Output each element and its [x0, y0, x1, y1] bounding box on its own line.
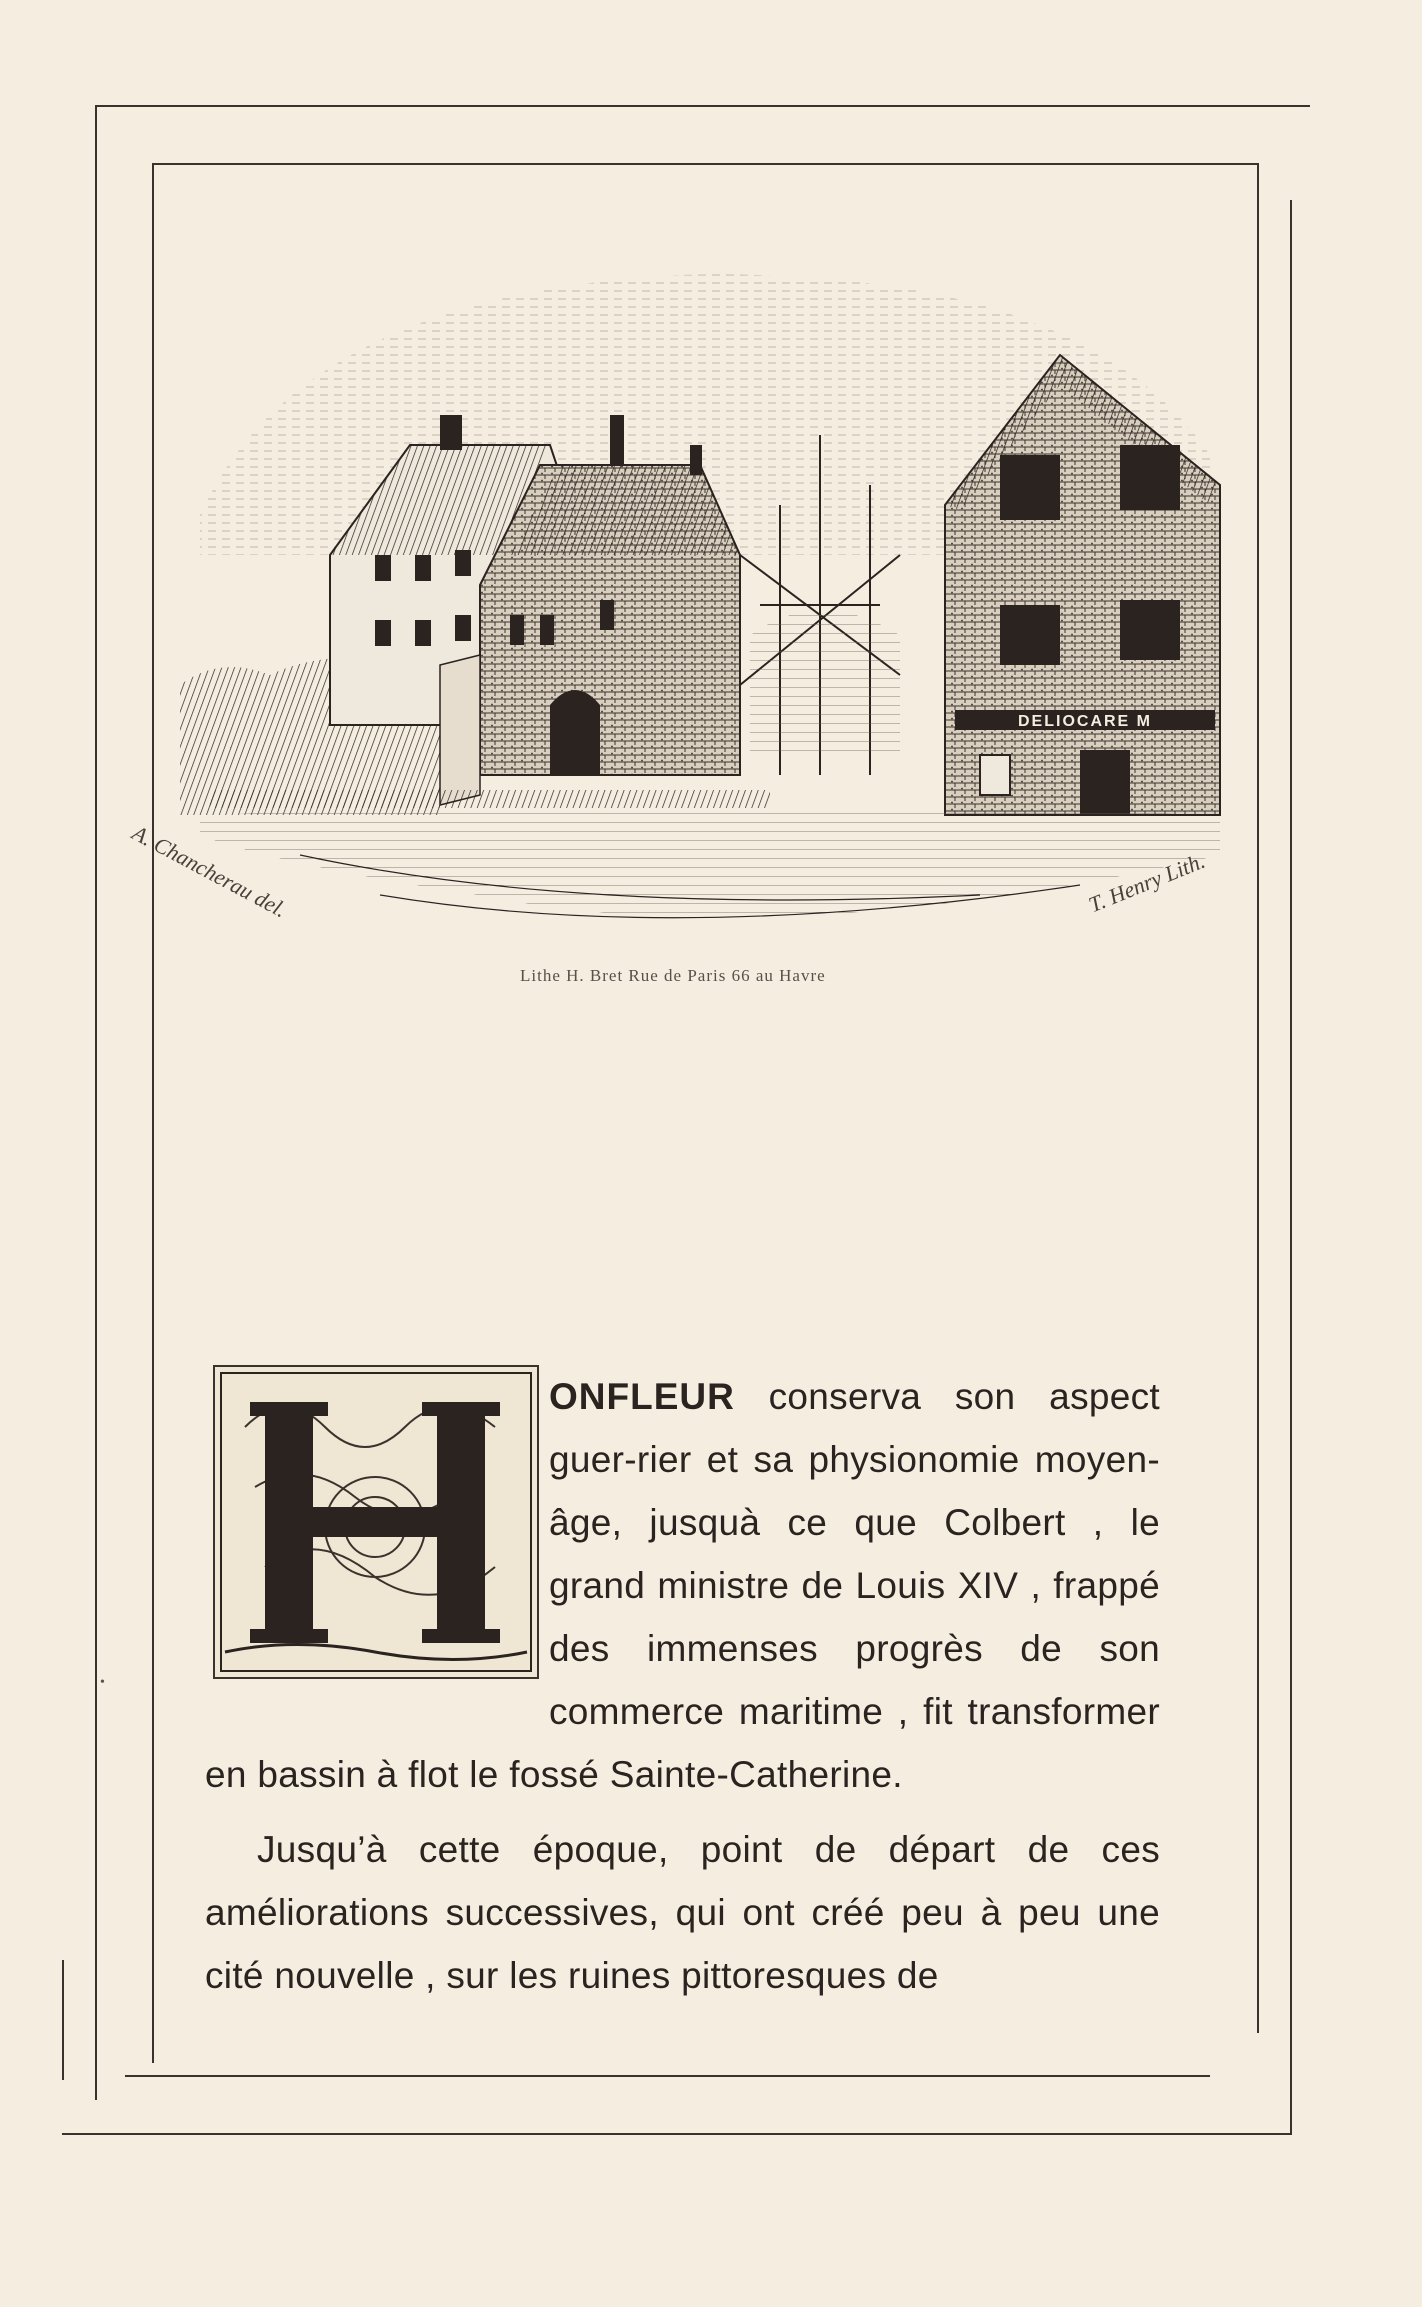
paragraph-1 — [205, 1365, 1160, 1806]
printer-imprint: Lithe H. Bret Rue de Paris 66 au Havre — [520, 966, 826, 985]
outer-frame-left-low — [62, 1960, 64, 2080]
paragraph-2: Jusqu’à cette époque, point de départ de ces améliorations successives, qui ont créé peu à peu une cité nouvelle , sur les ruines pittoresques de — [205, 1829, 1160, 1996]
outer-frame-bottom — [62, 2133, 1292, 2135]
engraving-svg — [180, 255, 1230, 955]
paragraph-1-text: conserva son aspect guer-rier et sa physionomie moyen-âge, jusquà ce que Colbert , le grand ministre de Louis XIV , frappé des immenses progrès de son commerce maritime , fit transformer en bassin à flot le fossé Sainte-Catherine. — [205, 1376, 1160, 1795]
outer-frame-right — [1290, 200, 1292, 2135]
archway — [550, 690, 600, 775]
harbour-illustration — [180, 255, 1230, 955]
shop-sign: DELIOCARE M — [1018, 713, 1152, 730]
margin-dot: • — [100, 1675, 105, 1690]
artist-signature: A. Chancherau del. — [128, 820, 292, 923]
lithographer-signature: T. Henry Lith. — [1084, 847, 1209, 918]
inner-frame-top — [152, 163, 1257, 165]
ornamental-dropcap — [213, 1365, 539, 1679]
dropcap-h-icon — [215, 1367, 537, 1677]
inner-frame-bottom — [125, 2075, 1210, 2077]
ship-sails — [750, 610, 900, 755]
outer-frame-top — [95, 105, 1310, 107]
inner-frame-right — [1257, 163, 1259, 2033]
cobbled-road — [200, 805, 1220, 918]
first-word-rest: ONFLEUR — [549, 1376, 735, 1417]
inner-frame-left — [152, 163, 154, 2063]
body-text — [205, 1365, 1160, 2007]
outer-frame-left — [95, 105, 97, 2100]
